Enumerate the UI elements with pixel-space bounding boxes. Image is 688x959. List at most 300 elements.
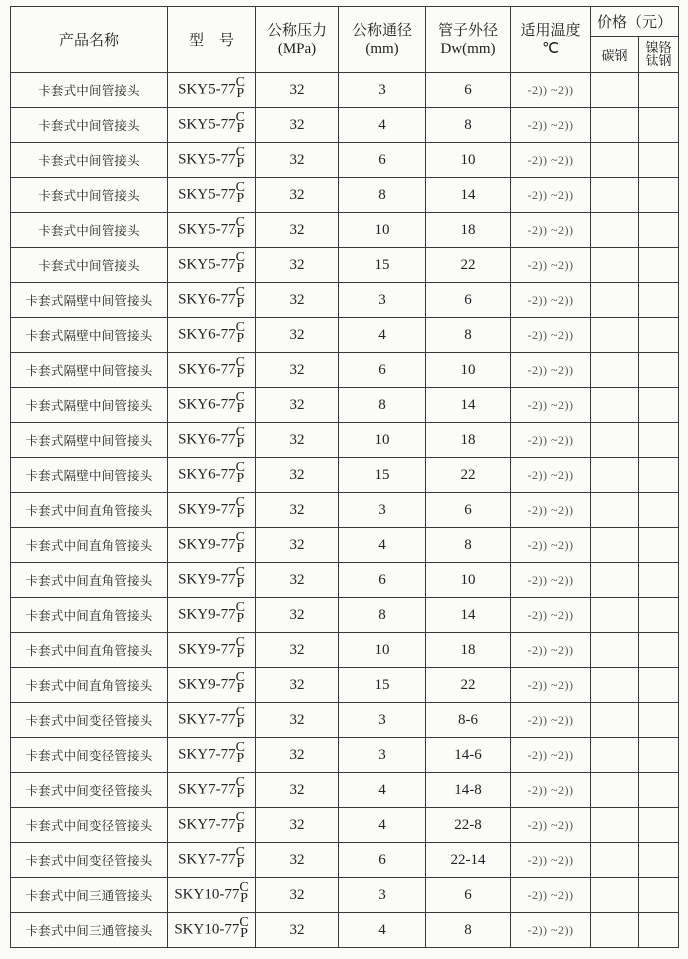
model-suffix [236, 112, 245, 134]
table-header [11, 7, 679, 73]
product-name: 卡套式中间管接头 [38, 257, 140, 273]
header-od-unit: Dw(mm) [440, 41, 496, 57]
product-name: 卡套式隔壁中间管接头 [25, 362, 153, 378]
bore-value: 4 [378, 537, 386, 553]
od-value: 18 [460, 642, 476, 658]
cell-name [11, 703, 168, 738]
temp-value: -2)) ~2)) [527, 573, 574, 587]
cell-model [168, 423, 256, 458]
cell-price-carbon [591, 73, 639, 108]
cell-temp [511, 528, 591, 563]
cell-bore [339, 843, 426, 878]
model-suffix-bottom: P [236, 401, 245, 416]
model-suffix-top: C [235, 180, 245, 195]
model-base: SKY6-77 [178, 291, 236, 308]
cell-price-stainless [639, 283, 679, 318]
cell-od [426, 318, 511, 353]
product-name: 卡套式中间直角管接头 [25, 537, 153, 553]
cell-name [11, 108, 168, 143]
temp-value: -2)) ~2)) [527, 748, 574, 762]
cell-bore [339, 178, 426, 213]
model-base: SKY5-77 [178, 151, 236, 168]
cell-price-stainless [639, 633, 679, 668]
model-suffix-bottom: P [236, 156, 245, 171]
cell-bore [339, 668, 426, 703]
cell-bore [339, 143, 426, 178]
temp-value: -2)) ~2)) [527, 398, 574, 412]
table-row [11, 143, 679, 178]
temp-value: -2)) ~2)) [527, 783, 574, 797]
cell-pressure [256, 528, 339, 563]
bore-value: 3 [378, 292, 386, 308]
od-value: 14-8 [454, 782, 482, 798]
header-name [11, 7, 168, 73]
temp-value: -2)) ~2)) [527, 713, 574, 727]
od-value: 22-8 [454, 817, 482, 833]
cell-temp [511, 633, 591, 668]
model-code [178, 600, 245, 626]
pressure-value: 32 [289, 117, 305, 133]
cell-model [168, 73, 256, 108]
model-suffix [236, 742, 245, 764]
model-base: SKY6-77 [178, 361, 236, 378]
pressure-value: 32 [289, 467, 305, 483]
cell-model [168, 178, 256, 213]
product-name: 卡套式中间直角管接头 [25, 572, 153, 588]
cell-bore [339, 423, 426, 458]
model-suffix-top: C [235, 355, 245, 370]
pressure-value: 32 [289, 817, 305, 833]
cell-bore [339, 598, 426, 633]
model-suffix [236, 497, 245, 519]
cell-model [168, 633, 256, 668]
table-row [11, 283, 679, 318]
cell-bore [339, 808, 426, 843]
od-value: 14 [460, 187, 476, 203]
temp-value: -2)) ~2)) [527, 888, 574, 902]
cell-model [168, 598, 256, 633]
product-name: 卡套式中间管接头 [38, 117, 140, 133]
od-value: 22 [460, 257, 476, 273]
model-suffix-top: C [235, 145, 245, 160]
model-suffix-top: C [235, 250, 245, 265]
cell-od [426, 248, 511, 283]
model-suffix-top: C [235, 810, 245, 825]
product-name: 卡套式中间直角管接头 [25, 502, 153, 518]
od-value: 6 [464, 502, 472, 518]
cell-model [168, 913, 256, 948]
model-suffix [236, 812, 245, 834]
cell-pressure [256, 633, 339, 668]
model-code [174, 880, 249, 906]
cell-price-carbon [591, 423, 639, 458]
table-row [11, 668, 679, 703]
cell-temp [511, 143, 591, 178]
bore-value: 4 [378, 922, 386, 938]
cell-model [168, 738, 256, 773]
od-value: 18 [460, 432, 476, 448]
cell-name [11, 843, 168, 878]
cell-od [426, 563, 511, 598]
header-pressure-label: 公称压力 [266, 21, 327, 39]
bore-value: 8 [378, 397, 386, 413]
cell-pressure [256, 143, 339, 178]
model-suffix-bottom: P [236, 681, 245, 696]
model-suffix [236, 182, 245, 204]
cell-model [168, 773, 256, 808]
header-pressure [256, 7, 339, 73]
cell-model [168, 283, 256, 318]
model-suffix-top: C [235, 600, 245, 615]
table-row [11, 913, 679, 948]
cell-price-stainless [639, 493, 679, 528]
product-name: 卡套式中间三通管接头 [25, 887, 153, 903]
od-value: 14 [460, 607, 476, 623]
cell-price-stainless [639, 423, 679, 458]
cell-price-carbon [591, 703, 639, 738]
cell-od [426, 108, 511, 143]
table-row [11, 738, 679, 773]
od-value: 8 [464, 117, 472, 133]
cell-pressure [256, 913, 339, 948]
cell-name [11, 73, 168, 108]
od-value: 10 [460, 572, 476, 588]
cell-pressure [256, 213, 339, 248]
table-row [11, 773, 679, 808]
model-suffix-bottom: P [236, 541, 245, 556]
cell-name [11, 808, 168, 843]
cell-price-carbon [591, 283, 639, 318]
table-row [11, 318, 679, 353]
cell-name [11, 178, 168, 213]
pressure-value: 32 [289, 292, 305, 308]
cell-od [426, 458, 511, 493]
bore-value: 6 [378, 852, 386, 868]
cell-od [426, 73, 511, 108]
pressure-value: 32 [289, 607, 305, 623]
model-suffix-top: C [235, 320, 245, 335]
bore-value: 3 [378, 712, 386, 728]
cell-name [11, 913, 168, 948]
model-code [178, 635, 245, 661]
bore-value: 10 [374, 432, 390, 448]
model-base: SKY10-77 [174, 886, 240, 903]
model-suffix-bottom: P [236, 646, 245, 661]
model-suffix [236, 427, 245, 449]
cell-model [168, 458, 256, 493]
bore-value: 6 [378, 152, 386, 168]
od-value: 8-6 [458, 712, 478, 728]
cell-pressure [256, 458, 339, 493]
cell-price-stainless [639, 213, 679, 248]
cell-pressure [256, 248, 339, 283]
header-bore-label: 公称通径 [351, 21, 412, 39]
od-value: 6 [464, 292, 472, 308]
model-suffix-top: C [235, 495, 245, 510]
model-suffix [236, 217, 245, 239]
header-price-stainless-line2: 钛钢 [645, 53, 672, 69]
cell-pressure [256, 598, 339, 633]
product-name: 卡套式中间变径管接头 [25, 817, 153, 833]
cell-price-stainless [639, 73, 679, 108]
temp-value: -2)) ~2)) [527, 258, 574, 272]
model-base: SKY9-77 [178, 501, 236, 518]
model-base: SKY9-77 [178, 676, 236, 693]
cell-name [11, 423, 168, 458]
temp-value: -2)) ~2)) [527, 293, 574, 307]
pressure-value: 32 [289, 537, 305, 553]
cell-price-stainless [639, 913, 679, 948]
product-name: 卡套式隔壁中间管接头 [25, 292, 153, 308]
header-temp-unit: ℃ [542, 41, 559, 57]
cell-od [426, 878, 511, 913]
model-suffix-bottom: P [236, 436, 245, 451]
pressure-value: 32 [289, 327, 305, 343]
cell-price-stainless [639, 738, 679, 773]
cell-price-carbon [591, 353, 639, 388]
product-name: 卡套式中间直角管接头 [25, 642, 153, 658]
cell-od [426, 493, 511, 528]
model-code [178, 250, 245, 276]
model-code [178, 390, 245, 416]
cell-od [426, 773, 511, 808]
cell-od [426, 353, 511, 388]
od-value: 8 [464, 537, 472, 553]
model-suffix-bottom: P [240, 926, 248, 941]
model-suffix-top: C [235, 425, 245, 440]
cell-price-stainless [639, 703, 679, 738]
cell-temp [511, 703, 591, 738]
cell-temp [511, 178, 591, 213]
model-suffix-bottom: P [236, 366, 245, 381]
od-value: 8 [464, 327, 472, 343]
cell-pressure [256, 563, 339, 598]
temp-value: -2)) ~2)) [527, 153, 574, 167]
od-value: 6 [464, 887, 472, 903]
bore-value: 4 [378, 817, 386, 833]
model-base: SKY7-77 [178, 746, 236, 763]
fittings-table [10, 6, 679, 948]
pressure-value: 32 [289, 82, 305, 98]
bore-value: 10 [374, 642, 390, 658]
cell-price-stainless [639, 178, 679, 213]
product-name: 卡套式中间变径管接头 [25, 852, 153, 868]
pressure-value: 32 [289, 747, 305, 763]
pressure-value: 32 [289, 222, 305, 238]
model-suffix-top: C [235, 845, 245, 860]
cell-name [11, 353, 168, 388]
cell-od [426, 703, 511, 738]
model-code [178, 355, 245, 381]
model-suffix [236, 287, 245, 309]
cell-name [11, 388, 168, 423]
pressure-value: 32 [289, 362, 305, 378]
cell-bore [339, 73, 426, 108]
model-suffix-bottom: P [236, 296, 245, 311]
model-suffix-bottom: P [236, 121, 245, 136]
cell-price-stainless [639, 843, 679, 878]
bore-value: 8 [378, 607, 386, 623]
bore-value: 3 [378, 502, 386, 518]
model-suffix-bottom: P [236, 821, 245, 836]
cell-temp [511, 563, 591, 598]
temp-value: -2)) ~2)) [527, 678, 574, 692]
cell-od [426, 213, 511, 248]
cell-od [426, 633, 511, 668]
model-suffix-top: C [235, 215, 245, 230]
cell-name [11, 668, 168, 703]
cell-name [11, 318, 168, 353]
bore-value: 15 [374, 467, 390, 483]
product-name: 卡套式中间直角管接头 [25, 607, 153, 623]
header-model [168, 7, 256, 73]
bore-value: 4 [378, 327, 386, 343]
cell-name [11, 283, 168, 318]
model-code [178, 530, 245, 556]
product-name: 卡套式中间直角管接头 [25, 677, 153, 693]
cell-name [11, 598, 168, 633]
cell-od [426, 388, 511, 423]
cell-model [168, 668, 256, 703]
model-suffix [236, 252, 245, 274]
cell-pressure [256, 423, 339, 458]
model-suffix-top: C [235, 75, 245, 90]
model-suffix [236, 147, 245, 169]
cell-pressure [256, 388, 339, 423]
cell-name [11, 528, 168, 563]
cell-model [168, 528, 256, 563]
od-value: 8 [464, 922, 472, 938]
cell-bore [339, 703, 426, 738]
temp-value: -2)) ~2)) [527, 853, 574, 867]
cell-name [11, 493, 168, 528]
cell-pressure [256, 703, 339, 738]
model-base: SKY6-77 [178, 326, 236, 343]
cell-name [11, 458, 168, 493]
model-suffix [236, 357, 245, 379]
cell-model [168, 808, 256, 843]
cell-model [168, 493, 256, 528]
product-name: 卡套式中间管接头 [38, 222, 140, 238]
cell-bore [339, 353, 426, 388]
cell-temp [511, 283, 591, 318]
pressure-value: 32 [289, 677, 305, 693]
pressure-value: 32 [289, 852, 305, 868]
table-body [11, 73, 679, 948]
cell-name [11, 563, 168, 598]
model-suffix-bottom: P [240, 891, 248, 906]
cell-od [426, 598, 511, 633]
model-suffix-top: C [235, 670, 245, 685]
cell-model [168, 108, 256, 143]
cell-model [168, 353, 256, 388]
header-model-text: 型 号 [188, 30, 234, 49]
temp-value: -2)) ~2)) [527, 503, 574, 517]
header-bore-unit: (mm) [365, 41, 399, 57]
cell-price-carbon [591, 248, 639, 283]
cell-bore [339, 563, 426, 598]
table-row [11, 878, 679, 913]
cell-price-carbon [591, 668, 639, 703]
bore-value: 4 [378, 117, 386, 133]
cell-temp [511, 843, 591, 878]
temp-value: -2)) ~2)) [527, 188, 574, 202]
cell-price-stainless [639, 458, 679, 493]
cell-price-stainless [639, 353, 679, 388]
cell-bore [339, 913, 426, 948]
table-row [11, 703, 679, 738]
cell-pressure [256, 843, 339, 878]
model-base: SKY9-77 [178, 606, 236, 623]
cell-price-stainless [639, 598, 679, 633]
cell-price-stainless [639, 248, 679, 283]
pressure-value: 32 [289, 257, 305, 273]
cell-name [11, 878, 168, 913]
table-row [11, 493, 679, 528]
table-row [11, 458, 679, 493]
temp-value: -2)) ~2)) [527, 538, 574, 552]
table-row [11, 528, 679, 563]
model-code [178, 670, 245, 696]
model-code [178, 845, 245, 871]
temp-value: -2)) ~2)) [527, 118, 574, 132]
model-base: SKY6-77 [178, 466, 236, 483]
cell-pressure [256, 108, 339, 143]
cell-temp [511, 423, 591, 458]
pressure-value: 32 [289, 887, 305, 903]
model-code [178, 495, 245, 521]
bore-value: 10 [374, 222, 390, 238]
model-code [178, 705, 245, 731]
model-base: SKY5-77 [178, 256, 236, 273]
product-name: 卡套式隔壁中间管接头 [25, 432, 153, 448]
model-suffix-bottom: P [236, 331, 245, 346]
model-suffix-top: C [239, 880, 249, 895]
cell-od [426, 843, 511, 878]
cell-od [426, 143, 511, 178]
model-suffix-bottom: P [236, 261, 245, 276]
model-suffix [236, 637, 245, 659]
cell-od [426, 668, 511, 703]
temp-value: -2)) ~2)) [527, 83, 574, 97]
cell-price-carbon [591, 528, 639, 563]
cell-name [11, 738, 168, 773]
cell-bore [339, 108, 426, 143]
cell-model [168, 213, 256, 248]
cell-model [168, 843, 256, 878]
model-suffix-top: C [235, 530, 245, 545]
model-suffix [239, 917, 248, 939]
model-base: SKY6-77 [178, 431, 236, 448]
cell-od [426, 738, 511, 773]
cell-pressure [256, 178, 339, 213]
header-price-text: 价格（元） [596, 12, 672, 31]
cell-bore [339, 773, 426, 808]
bore-value: 3 [378, 887, 386, 903]
cell-od [426, 178, 511, 213]
model-base: SKY7-77 [178, 851, 236, 868]
model-suffix [236, 392, 245, 414]
cell-price-carbon [591, 388, 639, 423]
product-name: 卡套式隔壁中间管接头 [25, 397, 153, 413]
cell-model [168, 703, 256, 738]
header-price-stainless-line1: 镍铬 [645, 40, 672, 56]
header-pressure-unit: (MPa) [277, 41, 317, 57]
model-code [174, 915, 249, 941]
model-suffix-bottom: P [236, 86, 245, 101]
cell-pressure [256, 878, 339, 913]
table-row [11, 213, 679, 248]
